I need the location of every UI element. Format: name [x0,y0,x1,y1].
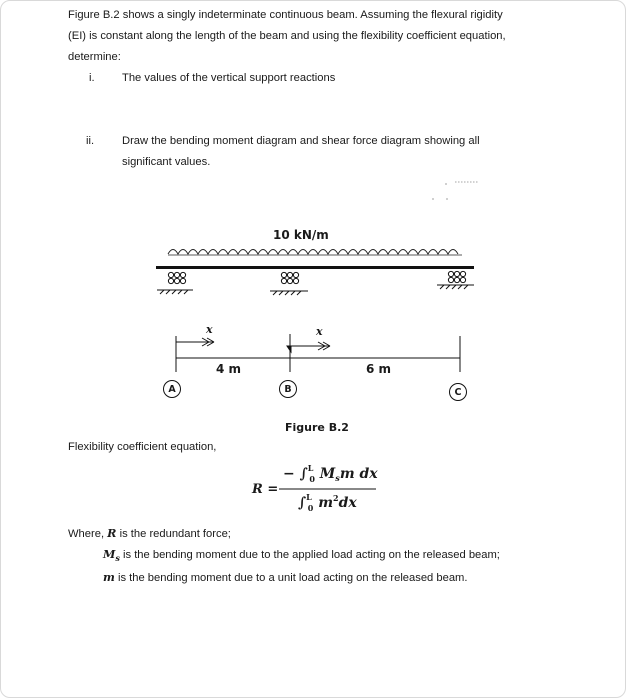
part-ii-number: ii. [86,135,95,147]
r-text: is the redundant force; [116,528,231,540]
definition-r [68,528,231,540]
part-ii-text-line-1: Draw the bending moment diagram and shear force diagram showing all [122,135,480,147]
intro-line-2: (EI) is constant along the length of the beam and using the flexibility coefficient equation, [68,30,506,42]
numerator-ms: M [319,466,336,482]
denominator-integral: ∫ [298,495,307,511]
x-arrow-right [290,342,330,350]
equation-denominator [298,492,357,513]
ms-symbol: M [103,547,116,561]
m-symbol: m [103,570,115,584]
part-i-text: The values of the vertical support reactions [122,72,336,84]
load-label: 10 kN/m [273,228,329,242]
node-a: A [163,380,181,398]
intro-line-3: determine: [68,51,121,63]
equation-numerator [283,463,378,484]
x-label-left: x [206,323,213,336]
denominator-tail: dx [338,495,357,511]
ms-sub: s [115,553,120,563]
node-c: C [449,383,467,401]
part-ii-text-line-2: significant values. [122,156,211,168]
numerator-integral: − ∫ [283,466,308,482]
x-arrow-left [176,338,214,346]
span-bc-label: 6 m [366,362,392,376]
numerator-tail: m dx [339,466,378,482]
denominator-m: m [318,495,334,511]
part-i-number: i. [89,72,95,84]
where-prefix: Where, [68,528,108,540]
numerator-limit-upper: L [307,463,314,473]
definition-ms [103,549,500,561]
definition-m [103,572,468,584]
denominator-limit-lower: 0 [307,503,314,513]
denominator-sup: 2 [333,493,339,503]
r-symbol: R [107,526,117,540]
numerator-ms-sub: s [335,473,340,483]
stray-marks [432,182,478,199]
equation-lhs: R = [252,482,279,497]
span-ab-label: 4 m [216,362,242,376]
equation-heading: Flexibility coefficient equation, [68,441,217,453]
m-text: is the bending moment due to a unit load acting on the released beam. [114,572,468,584]
numerator-limit-lower: 0 [309,474,315,484]
denominator-limit-upper: L [306,492,312,502]
figure-caption: Figure B.2 [285,421,349,434]
intro-line-1: Figure B.2 shows a singly indeterminate continuous beam. Assuming the flexural rigidity [68,9,503,21]
x-label-right: x [316,325,323,338]
beam [156,266,474,269]
distributed-load [168,250,462,256]
support-a [157,272,193,294]
ms-text: is the bending moment due to the applied load acting on the released beam; [119,549,500,561]
support-b [270,272,308,295]
node-b: B [279,380,297,398]
support-c [437,271,474,289]
